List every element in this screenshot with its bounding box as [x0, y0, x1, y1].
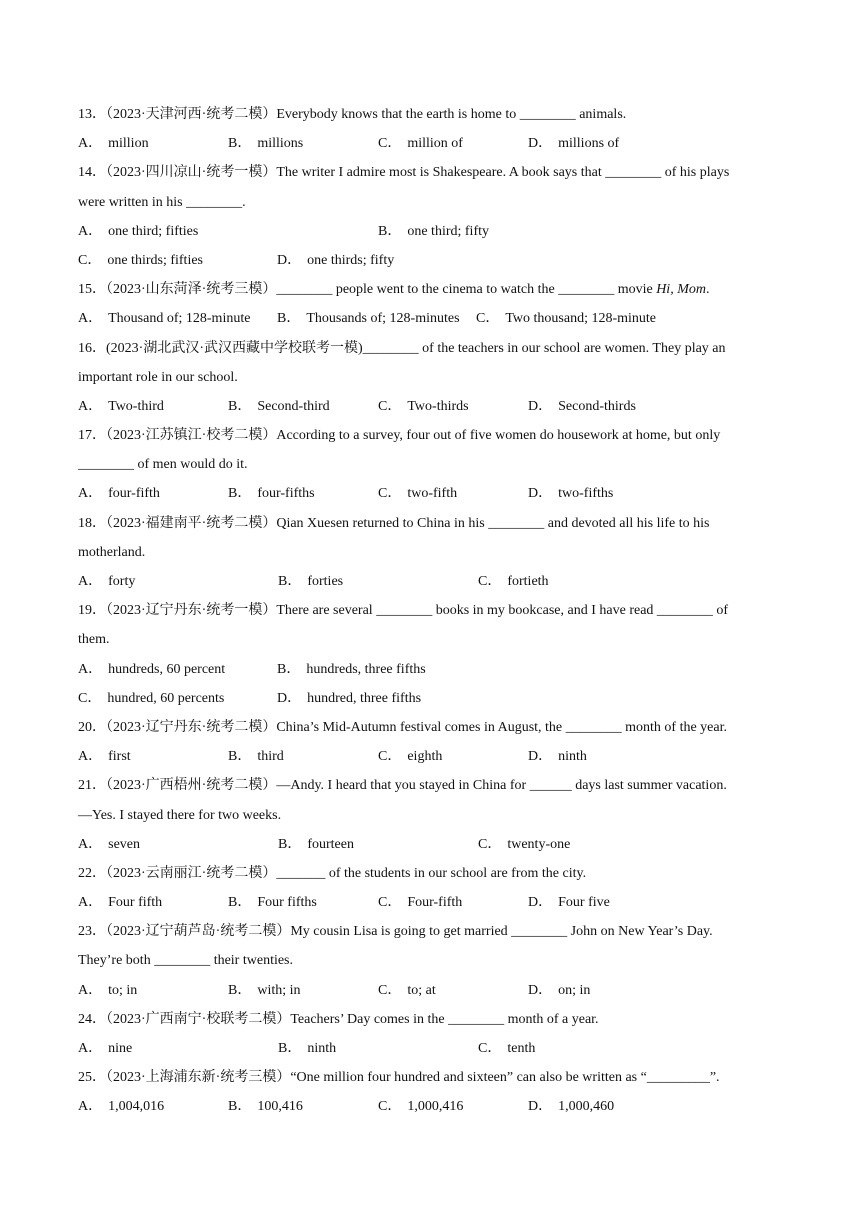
answer-option[interactable]	[378, 976, 436, 1005]
question-stem-line	[78, 100, 784, 129]
option-text: Second-thirds	[558, 398, 636, 414]
option-letter: A．	[78, 1099, 103, 1115]
option-letter: B．	[228, 982, 252, 998]
option-letter: A．	[78, 486, 103, 502]
option-letter: D．	[528, 1099, 553, 1115]
question-stem-continuation	[78, 538, 784, 567]
question-source: （2023·广西南宁·校联考二模）	[106, 1011, 291, 1027]
question-item	[78, 1005, 784, 1063]
answer-option[interactable]	[228, 742, 284, 771]
option-text: eighth	[407, 749, 443, 765]
answer-option[interactable]	[378, 129, 463, 158]
question-source: （2023·福建南平·统考二模）	[106, 515, 277, 531]
answer-option[interactable]	[78, 888, 162, 917]
answer-option[interactable]	[278, 1034, 336, 1063]
answer-option[interactable]	[278, 567, 343, 596]
option-text: Four fifths	[257, 895, 317, 911]
option-letter: A．	[78, 836, 103, 852]
answer-option[interactable]	[478, 567, 549, 596]
question-item	[78, 100, 784, 158]
question-stem-line	[78, 771, 784, 800]
question-item	[78, 334, 784, 422]
question-number: 21．	[78, 778, 106, 794]
question-item	[78, 421, 784, 509]
option-letter: D．	[528, 398, 553, 414]
option-text: with; in	[257, 982, 301, 998]
question-text: them.	[78, 632, 110, 648]
question-text: Everybody knows that the earth is home to ________ animals.	[276, 107, 627, 122]
option-text: seven	[108, 836, 141, 852]
option-letter: C．	[378, 136, 402, 152]
options-row	[78, 1034, 784, 1063]
question-text: The writer I admire most is Shakespeare. A book says that ________ of his plays	[276, 165, 730, 181]
answer-option[interactable]	[78, 830, 140, 859]
option-letter: A．	[78, 982, 103, 998]
question-source: （2023·广西梧州·统考二模）	[106, 778, 277, 794]
option-text: Thousands of; 128-minutes	[306, 311, 460, 327]
option-letter: B．	[228, 486, 252, 502]
question-text: were written in his ________.	[78, 194, 246, 210]
question-source: （2023·上海浦东新·统考三模）	[106, 1070, 291, 1086]
question-stem-line	[78, 1063, 784, 1092]
answer-option[interactable]	[228, 888, 317, 917]
question-item	[78, 771, 784, 859]
answer-option[interactable]	[378, 217, 489, 246]
answer-option[interactable]	[478, 1034, 535, 1063]
answer-option[interactable]	[528, 392, 636, 421]
options-row	[78, 392, 784, 421]
question-number: 15．	[78, 282, 106, 298]
question-stem-line	[78, 421, 784, 450]
option-letter: C．	[478, 574, 502, 589]
option-text: one third; fifties	[108, 223, 199, 239]
question-number: 22．	[78, 865, 106, 881]
option-text: 1,000,416	[407, 1099, 464, 1115]
option-text: 1,004,016	[108, 1099, 165, 1115]
option-text: to; in	[108, 982, 138, 998]
options-row	[78, 304, 784, 333]
question-stem-line	[78, 917, 784, 946]
question-stem-line	[78, 596, 784, 625]
question-source: （2023·云南丽江·统考二模）	[106, 865, 277, 881]
answer-option[interactable]	[528, 976, 590, 1005]
option-letter: B．	[228, 749, 252, 765]
answer-option[interactable]	[78, 976, 137, 1005]
question-source: （2023·四川凉山·统考一模）	[106, 165, 277, 181]
option-letter: B．	[277, 661, 301, 677]
options-row	[78, 684, 784, 713]
question-stem-line	[78, 1005, 784, 1034]
option-text: hundred, three fifths	[307, 690, 422, 706]
option-letter: C．	[478, 1041, 502, 1056]
option-text: millions	[257, 136, 304, 152]
question-number: 24．	[78, 1011, 106, 1027]
option-letter: A．	[78, 223, 103, 239]
options-row	[78, 129, 784, 158]
answer-option[interactable]	[78, 1034, 132, 1063]
answer-option[interactable]	[478, 830, 570, 859]
option-text: Thousand of; 128-minute	[108, 311, 251, 327]
option-text: on; in	[558, 982, 591, 998]
answer-option[interactable]	[78, 304, 250, 333]
answer-option[interactable]	[528, 479, 613, 508]
options-row	[78, 888, 784, 917]
option-letter: A．	[78, 136, 103, 152]
option-text: forty	[108, 574, 136, 589]
option-letter: C．	[78, 252, 102, 268]
option-text: hundred, 60 percents	[107, 690, 225, 706]
question-stem-line	[78, 713, 784, 742]
option-letter: B．	[378, 223, 402, 239]
option-text: two-fifths	[558, 486, 614, 502]
option-letter: D．	[528, 136, 553, 152]
answer-option[interactable]	[228, 392, 330, 421]
option-letter: D．	[528, 982, 553, 998]
question-text: My cousin Lisa is going to get married ________ John on New Year’s Day.	[290, 924, 713, 940]
option-letter: B．	[277, 311, 301, 327]
options-row	[78, 655, 784, 684]
question-text: Teachers’ Day comes in the ________ month of a year.	[290, 1011, 599, 1027]
answer-option[interactable]	[228, 1092, 303, 1121]
options-row	[78, 1092, 784, 1121]
question-item	[78, 275, 784, 333]
question-source: （2023·辽宁丹东·统考一模）	[106, 603, 277, 619]
option-letter: A．	[78, 311, 103, 327]
option-letter: C．	[378, 982, 402, 998]
option-letter: A．	[78, 749, 103, 765]
option-text: hundreds, three fifths	[306, 661, 426, 677]
question-source: （2023·江苏镇江·校考二模）	[106, 428, 277, 444]
option-letter: B．	[278, 1041, 302, 1056]
option-letter: C．	[378, 1099, 402, 1115]
question-item	[78, 509, 784, 597]
option-letter: B．	[278, 574, 302, 589]
answer-option[interactable]	[528, 742, 587, 771]
question-stem-continuation	[78, 801, 784, 830]
option-text: Four fifth	[108, 895, 163, 911]
option-text: forties	[307, 574, 344, 589]
question-source: (2023·湖北武汉·武汉西藏中学校联考一模)	[106, 340, 363, 356]
question-text: They’re both ________ their twenties.	[78, 953, 294, 969]
question-text: There are several ________ books in my bookcase, and I have read ________ of	[276, 603, 729, 619]
question-text: ________ of men would do it.	[78, 457, 248, 473]
answer-option[interactable]	[78, 246, 203, 275]
option-letter: D．	[528, 749, 553, 765]
option-text: four-fifth	[108, 486, 160, 502]
option-text: 1,000,460	[558, 1099, 615, 1115]
option-text: Four five	[558, 895, 610, 911]
answer-option[interactable]	[78, 567, 135, 596]
option-letter: C．	[78, 690, 102, 706]
question-text-tail: .	[705, 282, 710, 298]
option-letter: D．	[528, 486, 553, 502]
option-text: million of	[407, 136, 463, 152]
answer-option[interactable]	[378, 742, 442, 771]
answer-option[interactable]	[378, 392, 469, 421]
option-letter: A．	[78, 398, 103, 414]
question-number: 16．	[78, 340, 106, 356]
option-text: four-fifths	[257, 486, 315, 502]
question-source: （2023·天津河西·统考二模）	[106, 107, 277, 122]
options-row	[78, 246, 784, 275]
options-row	[78, 217, 784, 246]
answer-option[interactable]	[476, 304, 656, 333]
question-text: —Yes. I stayed there for two weeks.	[78, 807, 282, 823]
question-source: （2023·辽宁葫芦岛·统考二模）	[106, 924, 291, 940]
question-stem-line	[78, 509, 784, 538]
option-letter: C．	[378, 486, 402, 502]
question-stem-continuation	[78, 946, 784, 975]
question-stem-continuation	[78, 188, 784, 217]
option-text: millions of	[558, 136, 620, 152]
option-text: hundreds, 60 percent	[108, 661, 226, 677]
option-text: to; at	[407, 982, 436, 998]
options-row	[78, 742, 784, 771]
option-letter: D．	[528, 895, 553, 911]
answer-option[interactable]	[277, 304, 460, 333]
question-text: ________ of the teachers in our school are women. They play an	[362, 340, 726, 356]
option-letter: D．	[277, 252, 302, 268]
question-item	[78, 1063, 784, 1121]
option-text: fourteen	[307, 836, 354, 852]
option-text: Four-fifth	[407, 895, 463, 911]
question-item	[78, 158, 784, 275]
question-item	[78, 859, 784, 917]
answer-option[interactable]	[78, 217, 198, 246]
option-text: one thirds; fifties	[107, 252, 203, 268]
options-row	[78, 976, 784, 1005]
question-stem-line	[78, 275, 784, 304]
answer-option[interactable]	[228, 129, 303, 158]
question-number: 23．	[78, 924, 106, 940]
answer-option[interactable]	[78, 684, 224, 713]
answer-option[interactable]	[78, 655, 225, 684]
question-item	[78, 713, 784, 771]
option-letter: D．	[277, 690, 302, 706]
answer-option[interactable]	[78, 742, 131, 771]
options-row	[78, 567, 784, 596]
option-letter: B．	[278, 836, 302, 852]
option-letter: C．	[378, 398, 402, 414]
option-letter: A．	[78, 1041, 103, 1056]
option-text: ninth	[558, 749, 587, 765]
option-letter: C．	[476, 311, 500, 327]
option-text: one third; fifty	[407, 223, 489, 239]
answer-option[interactable]	[78, 129, 149, 158]
worksheet	[78, 100, 784, 1122]
question-stem-line	[78, 158, 784, 187]
answer-option[interactable]	[528, 1092, 614, 1121]
option-text: nine	[108, 1041, 133, 1056]
option-text: two-fifth	[407, 486, 458, 502]
option-text: Two thousand; 128-minute	[505, 311, 657, 327]
option-text: fortieth	[507, 574, 549, 589]
question-text: motherland.	[78, 544, 146, 560]
question-number: 18．	[78, 515, 106, 531]
question-text: Qian Xuesen returned to China in his ________ and devoted all his life to his	[276, 515, 710, 531]
answer-option[interactable]	[228, 976, 301, 1005]
question-text: ________ people went to the cinema to watch the ________ movie	[276, 282, 657, 298]
answer-option[interactable]	[78, 1092, 164, 1121]
question-text: _______ of the students in our school are from the city.	[276, 865, 587, 881]
option-letter: C．	[478, 836, 502, 852]
option-letter: C．	[378, 895, 402, 911]
option-text: million	[108, 136, 149, 152]
answer-option[interactable]	[378, 479, 457, 508]
option-text: Two-thirds	[407, 398, 469, 414]
question-stem-line	[78, 859, 784, 888]
question-number: 25．	[78, 1070, 106, 1086]
option-letter: A．	[78, 574, 103, 589]
option-text: Two-third	[108, 398, 164, 414]
question-text: “One million four hundred and sixteen” can also be written as “_________”.	[290, 1070, 720, 1086]
movie-title: Hi, Mom	[656, 282, 706, 298]
answer-option[interactable]	[278, 830, 354, 859]
question-number: 17．	[78, 428, 106, 444]
answer-option[interactable]	[78, 392, 164, 421]
option-text: 100,416	[257, 1099, 303, 1115]
option-text: third	[257, 749, 284, 765]
question-number: 19．	[78, 603, 106, 619]
question-stem-line	[78, 334, 784, 363]
answer-option[interactable]	[277, 246, 394, 275]
question-stem-continuation	[78, 450, 784, 479]
question-number: 14．	[78, 165, 106, 181]
question-source: （2023·山东菏泽·统考三模）	[106, 282, 277, 298]
question-stem-continuation	[78, 625, 784, 654]
answer-option[interactable]	[78, 479, 160, 508]
question-text: China’s Mid-Autumn festival comes in August, the ________ month of the year.	[276, 719, 728, 735]
answer-option[interactable]	[528, 129, 619, 158]
option-letter: A．	[78, 895, 103, 911]
option-letter: A．	[78, 661, 103, 677]
option-letter: B．	[228, 895, 252, 911]
answer-option[interactable]	[228, 479, 315, 508]
option-text: tenth	[507, 1041, 536, 1056]
question-text: —Andy. I heard that you stayed in China for ______ days last summer vacation.	[276, 778, 727, 794]
options-row	[78, 479, 784, 508]
options-row	[78, 830, 784, 859]
answer-option[interactable]	[528, 888, 610, 917]
option-letter: B．	[228, 398, 252, 414]
question-text: According to a survey, four out of five women do housework at home, but only	[276, 428, 721, 444]
option-text: Second-third	[257, 398, 330, 414]
option-text: first	[108, 749, 131, 765]
option-text: one thirds; fifty	[307, 252, 395, 268]
option-letter: B．	[228, 136, 252, 152]
answer-option[interactable]	[277, 684, 421, 713]
question-number: 20．	[78, 719, 106, 735]
option-letter: B．	[228, 1099, 252, 1115]
question-text: important role in our school.	[78, 369, 238, 385]
question-source: （2023·辽宁丹东·统考二模）	[106, 719, 277, 735]
question-item	[78, 596, 784, 713]
answer-option[interactable]	[378, 888, 462, 917]
question-stem-continuation	[78, 363, 784, 392]
question-item	[78, 917, 784, 1005]
question-number: 13．	[78, 107, 106, 122]
answer-option[interactable]	[277, 655, 426, 684]
option-text: twenty-one	[507, 836, 571, 852]
option-text: ninth	[307, 1041, 337, 1056]
option-letter: C．	[378, 749, 402, 765]
answer-option[interactable]	[378, 1092, 463, 1121]
